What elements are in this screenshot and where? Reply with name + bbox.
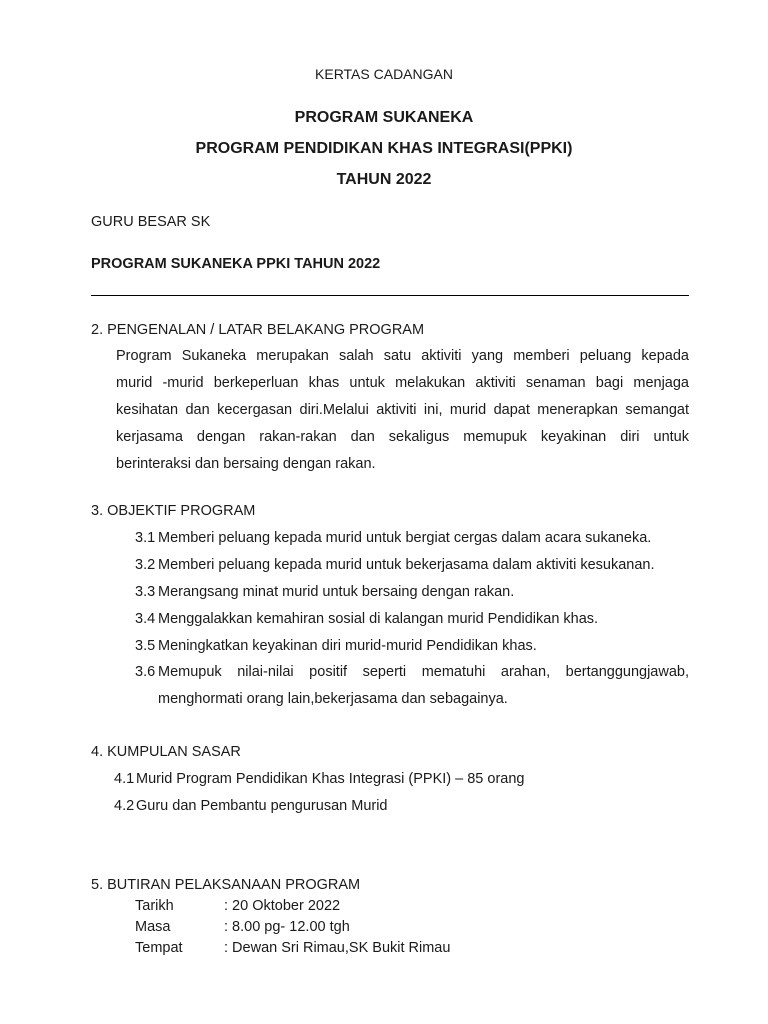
objective-text: Merangsang minat murid untuk bersaing dengan rakan. <box>158 584 515 600</box>
divider-rule <box>91 295 689 296</box>
section-heading-details: 5. BUTIRAN PELAKSANAAN PROGRAM <box>91 877 361 893</box>
objective-number: 3.5 <box>135 638 156 654</box>
objective-text-continuation: menghormati orang lain,bekerjasama dan sebagainya. <box>158 691 508 707</box>
detail-value-time: : 8.00 pg- 12.00 tgh <box>224 919 350 935</box>
intro-line: Program Sukaneka merupakan salah satu aktiviti yang memberi peluang kepada <box>116 348 689 364</box>
title-line-3: TAHUN 2022 <box>336 171 432 188</box>
title-line-2: PROGRAM PENDIDIKAN KHAS INTEGRASI(PPKI) <box>195 140 573 157</box>
detail-value-venue: : Dewan Sri Rimau,SK Bukit Rimau <box>224 940 451 956</box>
intro-line: kerjasama dengan rakan-rakan dan sekaligus memupuk keyakinan diri untuk <box>116 429 689 445</box>
intro-line: kesihatan dan kecergasan diri.Melalui aktiviti ini, murid dapat menerapkan semangat <box>116 402 689 418</box>
objective-number: 3.6 <box>135 664 156 680</box>
detail-label-time: Masa <box>135 919 171 935</box>
objective-number: 3.2 <box>135 557 156 573</box>
detail-label-venue: Tempat <box>135 940 183 956</box>
detail-value-date: : 20 Oktober 2022 <box>224 898 341 914</box>
section-heading-objectives: 3. OBJEKTIF PROGRAM <box>91 503 256 519</box>
objective-text: Memberi peluang kepada murid untuk bergiat cergas dalam acara sukaneka. <box>158 530 652 546</box>
target-text: Guru dan Pembantu pengurusan Murid <box>136 798 388 814</box>
target-text: Murid Program Pendidikan Khas Integrasi (PPKI) – 85 orang <box>136 771 525 787</box>
objective-text: Meningkatkan keyakinan diri murid-murid Pendidikan khas. <box>158 638 537 654</box>
objective-text: Menggalakkan kemahiran sosial di kalangan murid Pendidikan khas. <box>158 611 599 627</box>
target-number: 4.2 <box>114 798 135 814</box>
recipient: GURU BESAR SK <box>91 214 211 230</box>
detail-label-date: Tarikh <box>135 898 174 914</box>
intro-line: berinteraksi dan bersaing dengan rakan. <box>116 456 376 472</box>
title-line-1: PROGRAM SUKANEKA <box>294 109 474 126</box>
section-heading-intro: 2. PENGENALAN / LATAR BELAKANG PROGRAM <box>91 322 425 338</box>
objective-text: Memupuk nilai-nilai positif seperti mematuhi arahan, bertanggungjawab, <box>158 664 689 680</box>
objective-text: Memberi peluang kepada murid untuk bekerjasama dalam aktiviti kesukanan. <box>158 557 655 573</box>
objective-number: 3.3 <box>135 584 156 600</box>
target-number: 4.1 <box>114 771 135 787</box>
objective-number: 3.1 <box>135 530 156 546</box>
objective-number: 3.4 <box>135 611 156 627</box>
subject: PROGRAM SUKANEKA PPKI TAHUN 2022 <box>91 256 381 272</box>
section-heading-target-group: 4. KUMPULAN SASAR <box>91 744 241 760</box>
document-type: KERTAS CADANGAN <box>315 66 453 82</box>
intro-line: murid -murid berkeperluan khas untuk melakukan aktiviti senaman bagi menjaga <box>116 375 689 391</box>
